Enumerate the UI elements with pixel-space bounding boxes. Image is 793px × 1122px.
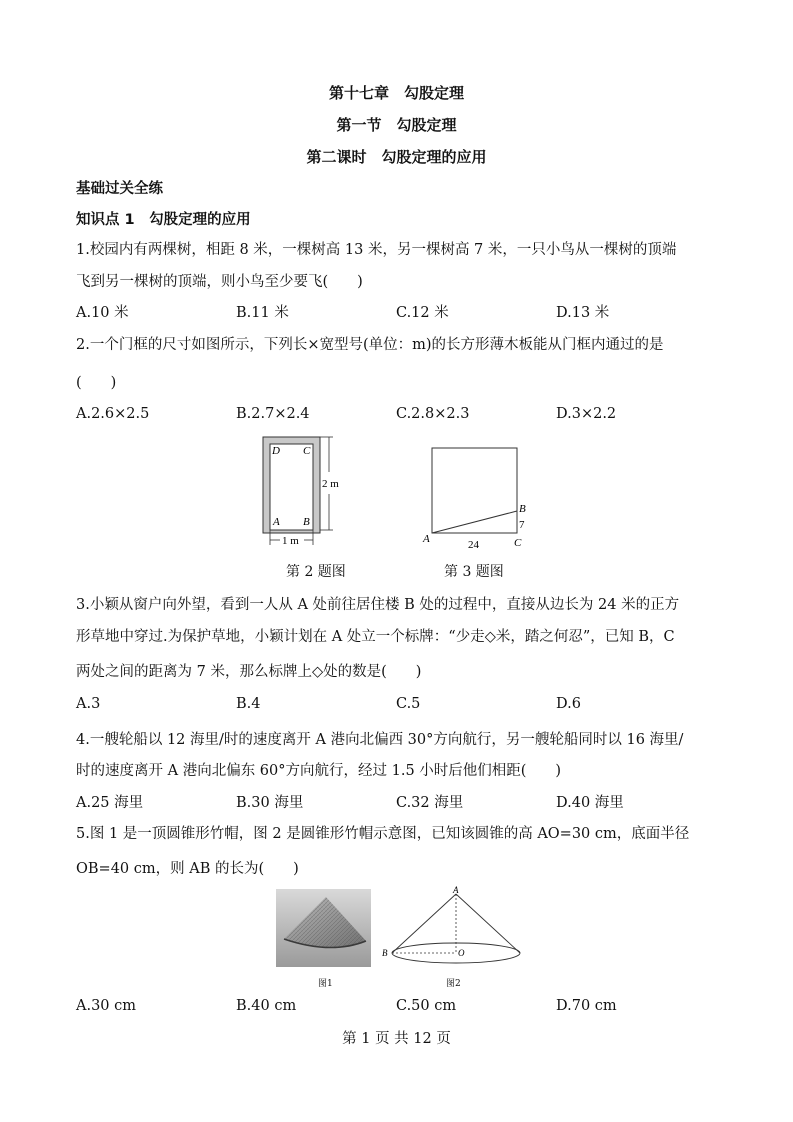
q3-option-c[interactable]: C.5 [396,696,421,712]
q4-line-1: 4.一艘轮船以 12 海里/时的速度离开 A 港向北偏西 30°方向航行，另一艘轮船同时以 16 海里/ [76,732,684,748]
q4-option-d[interactable]: D.40 海里 [556,795,624,811]
q5-option-c[interactable]: C.50 cm [396,998,457,1014]
photo-caption: 图1 [318,979,333,989]
q5-line-2: OB=40 cm，则 AB 的长为( ) [76,861,299,877]
square-side-label: 24 [468,539,479,551]
q4-option-a[interactable]: A.25 海里 [76,795,144,811]
q1-option-b[interactable]: B.11 米 [236,305,289,321]
square-label-b: B [519,503,526,515]
door-frame-figure [258,432,358,550]
square-figure-caption: 第 3 题图 [444,564,504,580]
q4-option-b[interactable]: B.30 海里 [236,795,304,811]
cone-label-a: A [453,885,459,895]
knowledge-point-heading: 知识点 1 勾股定理的应用 [76,212,251,228]
q5-option-a[interactable]: A.30 cm [76,998,137,1014]
q3-option-a[interactable]: A.3 [76,696,101,712]
q5-line-1: 5.图 1 是一顶圆锥形竹帽，图 2 是圆锥形竹帽示意图，已知该圆锥的高 AO=30 cm，底面半径 [76,826,690,842]
square-bc-label: 7 [519,519,525,531]
q1-option-a[interactable]: A.10 米 [76,305,129,321]
diagram-caption: 图2 [446,979,461,989]
door-label-d: D [272,445,280,457]
q2-option-a[interactable]: A.2.6×2.5 [76,406,150,422]
cone-diagram [378,884,528,976]
q4-option-c[interactable]: C.32 海里 [396,795,464,811]
door-label-b: B [303,516,310,528]
bamboo-hat-photo [276,889,371,967]
q2-line-1: 2.一个门框的尺寸如图所示，下列长×宽型号(单位：m)的长方形薄木板能从门框内通过的是 [76,337,664,353]
q2-line-2: ( ) [76,375,117,391]
q3-option-b[interactable]: B.4 [236,696,261,712]
chapter-title: 第十七章 勾股定理 [328,84,464,102]
practice-heading: 基础过关全练 [76,181,163,197]
door-figure-caption: 第 2 题图 [286,564,346,580]
page-footer: 第 1 页 共 12 页 [342,1031,451,1047]
door-width-label: 1 m [282,535,299,547]
cone-label-b: B [382,948,388,958]
section-title: 第一节 勾股定理 [336,116,457,134]
door-label-a: A [273,516,280,528]
q2-option-b[interactable]: B.2.7×2.4 [236,406,310,422]
q5-option-d[interactable]: D.70 cm [556,998,617,1014]
q2-option-d[interactable]: D.3×2.2 [556,406,617,422]
q1-line-2: 飞到另一棵树的顶端，则小鸟至少要飞( ) [76,274,363,290]
q3-line-3: 两处之间的距离为 7 米，那么标牌上◇处的数是( ) [76,664,422,680]
q1-option-d[interactable]: D.13 米 [556,305,610,321]
q3-line-2: 形草地中穿过.为保护草地，小颖计划在 A 处立一个标牌：“少走◇米，踏之何忍”，已知 B，C [76,629,675,645]
door-height-label: 2 m [322,478,339,490]
q2-option-c[interactable]: C.2.8×2.3 [396,406,470,422]
q1-line-1: 1.校园内有两棵树，相距 8 米，一棵树高 13 米，另一棵树高 7 米，一只小鸟从一棵树的顶端 [76,242,677,258]
q3-line-1: 3.小颖从窗户向外望，看到一人从 A 处前往居住楼 B 处的过程中，直接从边长为 24 米的正方 [76,597,680,613]
square-lawn-figure [420,440,535,552]
cone-label-o: O [458,948,465,958]
q3-option-d[interactable]: D.6 [556,696,581,712]
square-label-a: A [423,533,430,545]
q1-option-c[interactable]: C.12 米 [396,305,449,321]
q4-line-2: 时的速度离开 A 港向北偏东 60°方向航行，经过 1.5 小时后他们相距( ) [76,763,562,779]
lesson-title: 第二课时 勾股定理的应用 [306,148,487,166]
door-label-c: C [303,445,311,457]
q5-option-b[interactable]: B.40 cm [236,998,297,1014]
square-label-c: C [514,537,522,549]
